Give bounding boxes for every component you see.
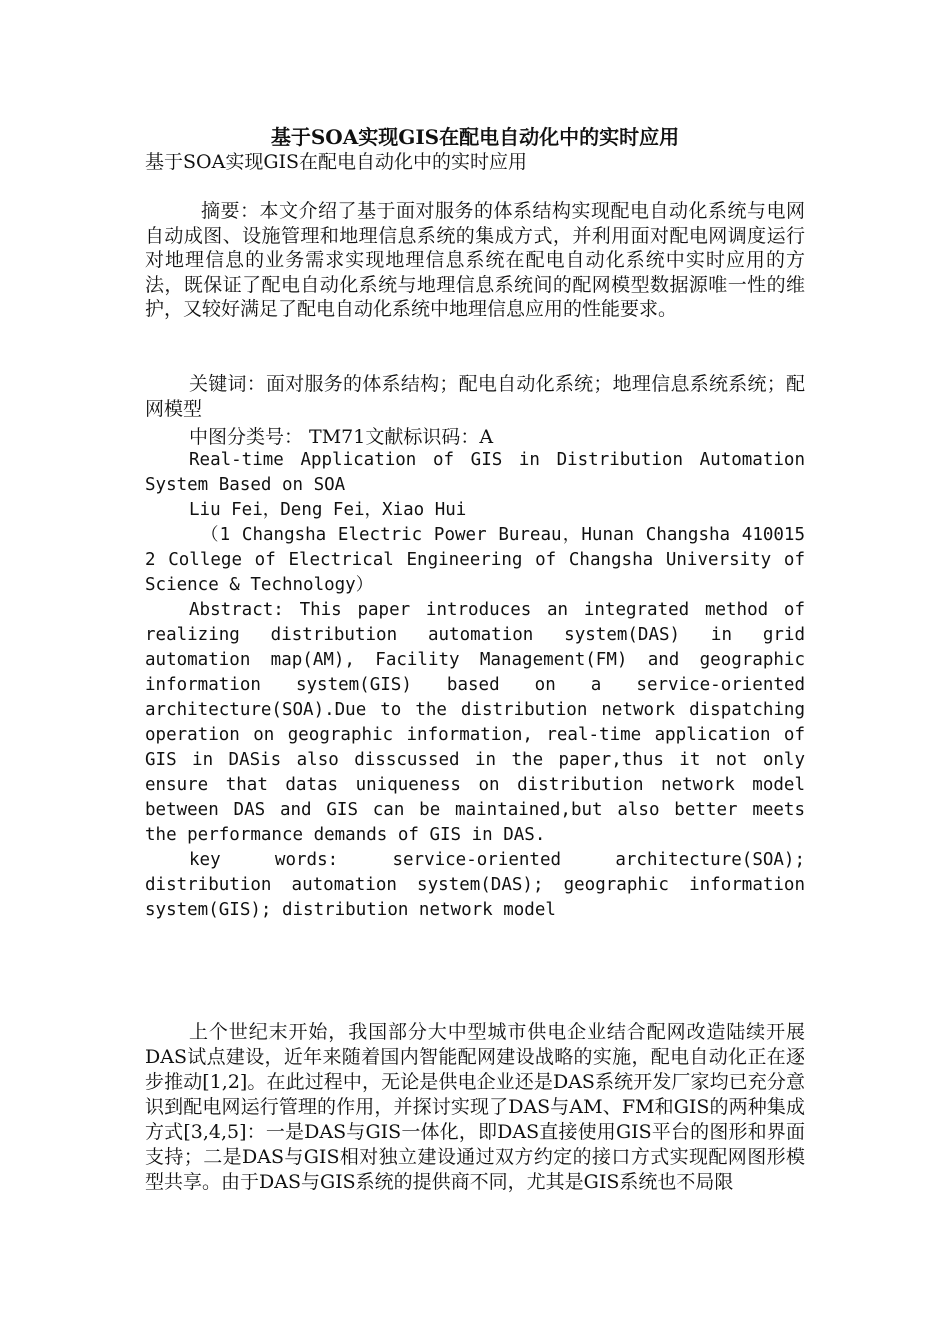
document-title: 基于SOA实现GIS在配电自动化中的实时应用 xyxy=(270,125,680,149)
abstract-cn-block xyxy=(145,199,805,322)
body-paragraph: 上个世纪末开始，我国部分大中型城市供电企业结合配网改造陆续开展DAS试点建设，近年来随着国内智能配网建设战略的实施，配电自动化正在逐步推动[1,2]。在此过程中，无论是供电企业还是DAS系统开发厂家均已充分意识到配电网运行管理的作用，并探讨实现了DAS与AM、FM和GIS的两种集成方式[3,4,5]：一是DAS与GIS一体化，即DAS直接使用GIS平台的图形和界面支持；二是DAS与GIS相对独立建设通过双方约定的接口方式实现配网图形模型共享。由于DAS与GIS系统的提供商不同，尤其是GIS系统也不局限 xyxy=(145,1021,805,1193)
classification-line: 中图分类号： TM71文献标识码：A xyxy=(189,426,494,448)
affiliation-en: （1 Changsha Electric Power Bureau，Hunan Changsha 410015 2 College of Electrical Engineering of Changsha University of Science & Technology） xyxy=(145,525,805,595)
keywords-cn-block xyxy=(145,372,805,421)
english-block xyxy=(145,448,805,923)
abstract-en: Abstract: This paper introduces an integrated method of realizing distribution automation system(DAS) in grid automation map(AM), Facility Management(FM) and geographic information system(GIS) based on a service-oriented architecture(SOA).Due to the distribution network dispatching operation on geographic information, real-time application of GIS in DASis also disscussed in the paper,thus it not only ensure that datas uniqueness on distribution network model between DAS and GIS can be maintained,but also better meets the performance demands of GIS in DAS. xyxy=(145,600,805,845)
keywords-cn: 关键词：面对服务的体系结构；配电自动化系统；地理信息系统系统；配网模型 xyxy=(145,373,805,420)
title-en: Real-time Application of GIS in Distribution Automation System Based on SOA xyxy=(145,450,805,495)
body-text-block xyxy=(145,1020,805,1195)
authors-en: Liu Fei，Deng Fei，Xiao Hui xyxy=(189,500,467,520)
classification-block xyxy=(145,425,805,450)
abstract-cn: 摘要：本文介绍了基于面对服务的体系结构实现配电自动化系统与电网自动成图、设施管理和地理信息系统的集成方式，并利用面对配电网调度运行对地理信息的业务需求实现地理信息系统在配电自动化系统中实时应用的方法，既保证了配电自动化系统与地理信息系统间的配网模型数据源唯一性的维护，又较好满足了配电自动化系统中地理信息应用的性能要求。 xyxy=(145,200,805,320)
document-subtitle: 基于SOA实现GIS在配电自动化中的实时应用 xyxy=(145,151,528,173)
keywords-en: key words: service-oriented architecture(SOA); distribution automation system(DAS); geographic information system(GIS); distribution network model xyxy=(145,850,805,920)
